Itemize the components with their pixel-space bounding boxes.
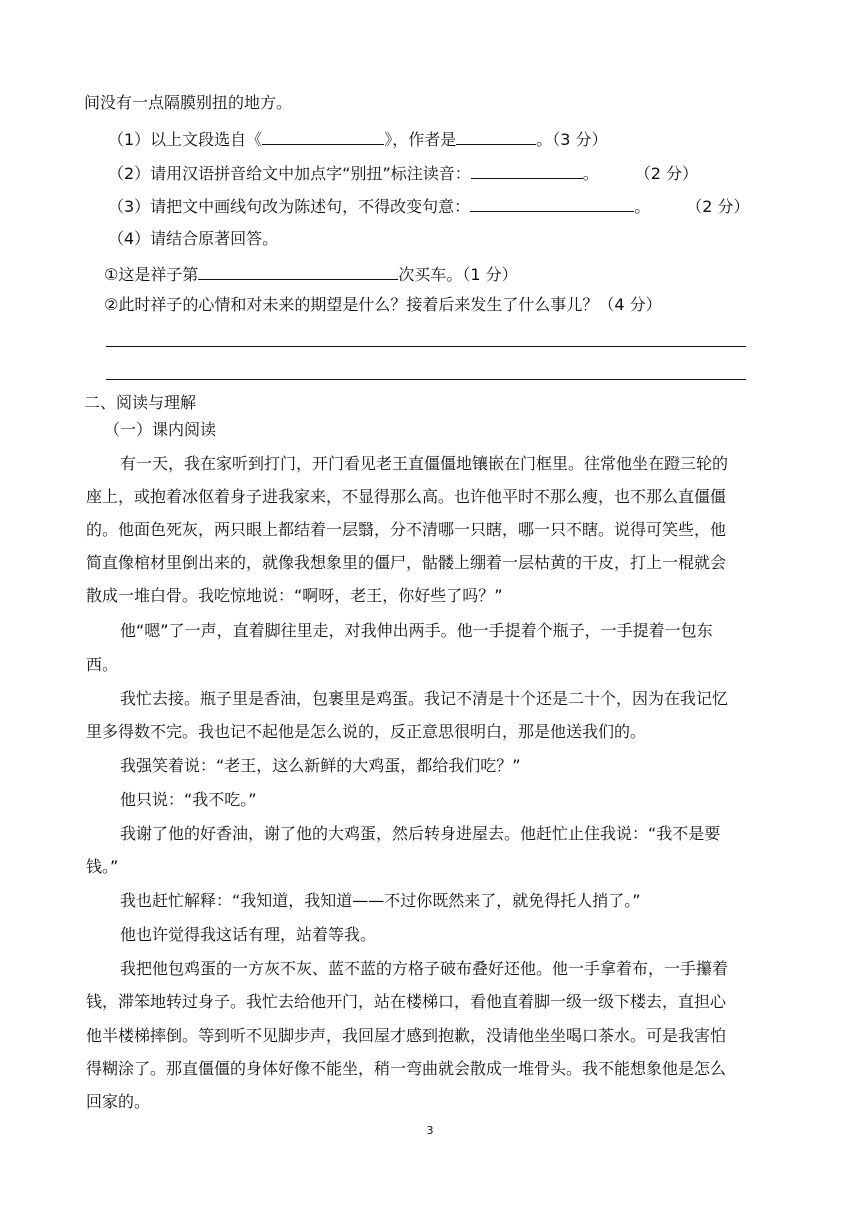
passage-line: 我忙去接。瓶子里是香油，包裹里是鸡蛋。我记不清是十个还是二十个，因为在我记忆 <box>120 689 729 708</box>
passage-line: 的。他面色死灰，两只眼上都结着一层翳，分不清哪一只瞎，哪一只不瞎。说得可笑些，他 <box>86 520 727 539</box>
q1-prefix: （1）以上文段选自《 <box>108 130 263 149</box>
section-subheading: （一）课内阅读 <box>104 420 217 439</box>
q2-text: （2）请用汉语拼音给文中加点字“别扭”标注读音： <box>108 164 471 183</box>
passage-line: 钱。” <box>86 857 119 876</box>
answer-line-1[interactable] <box>106 346 746 347</box>
passage-line: 简直像棺材里倒出来的，就像我想象里的僵尸，骷髅上绷着一层枯黄的干皮，打上一棍就会 <box>86 553 727 572</box>
passage-line: 他只说：“我不吃。” <box>120 790 257 809</box>
q2-score: （2 分） <box>634 164 699 183</box>
q4a-suffix: 次买车。（1 分） <box>398 265 518 284</box>
q1-author-blank[interactable] <box>456 126 536 145</box>
passage-line: 他也许觉得我这话有理，站着等我。 <box>120 925 377 944</box>
passage-line: 我把他包鸡蛋的一方灰不灰、蓝不蓝的方格子破布叠好还他。他一手拿着布，一手攥着 <box>120 959 729 978</box>
question-2 <box>108 160 698 185</box>
passage-line: 我强笑着说：“老王，这么新鲜的大鸡蛋，都给我们吃？” <box>120 756 521 775</box>
q2-end: 。 <box>582 164 599 183</box>
passage-line: 座上，或抱着冰伛着身子进我家来，不显得那么高。也许他平时不那么瘦，也不那么直僵僵 <box>86 487 727 506</box>
passage-line: 里多得数不完。我也记不起他是怎么说的，反正意思很明白，那是他送我们的。 <box>86 722 647 741</box>
passage-line: 有一天，我在家听到打门，开门看见老王直僵僵地镶嵌在门框里。往常他坐在蹬三轮的 <box>120 454 729 473</box>
question-4a <box>104 261 518 286</box>
q1-suffix: 。（3 分） <box>536 130 608 149</box>
answer-line-2[interactable] <box>106 379 746 380</box>
section-heading: 二、阅读与理解 <box>84 393 197 412</box>
q3-end: 。 <box>634 197 651 216</box>
q4a-answer-blank[interactable] <box>198 261 398 280</box>
passage-line: 得糊涂了。那直僵僵的身体好像不能坐，稍一弯曲就会散成一堆骨头。我不能想象他是怎么 <box>86 1059 727 1078</box>
q3-score: （2 分） <box>686 197 750 216</box>
page-number: 3 <box>426 1124 434 1137</box>
question-1 <box>108 126 607 151</box>
continued-line: 间没有一点隔膜别扭的地方。 <box>84 93 293 112</box>
q2-pinyin-blank[interactable] <box>471 160 583 179</box>
question-3 <box>108 193 749 218</box>
q1-book-blank[interactable] <box>262 126 384 145</box>
passage-line: 他半楼梯摔倒。等到听不见脚步声，我回屋才感到抱歉，没请他坐坐喝口茶水。可是我害怕 <box>86 1026 727 1045</box>
q3-answer-blank[interactable] <box>470 193 634 212</box>
q1-mid: 》，作者是 <box>384 130 457 149</box>
passage-line: 西。 <box>86 655 119 674</box>
passage-line: 他“嗯”了一声，直着脚往里走，对我伸出两手。他一手提着个瓶子，一手提着一包东 <box>120 621 713 640</box>
question-4b: ②此时祥子的心情和对未来的期望是什么？接着后来发生了什么事儿？（4 分） <box>104 295 662 314</box>
q3-text: （3）请把文中画线句改为陈述句，不得改变句意： <box>108 197 471 216</box>
passage-line: 钱，滞笨地转过身子。我忙去给他开门，站在楼梯口，看他直着脚一级一级下楼去，直担心 <box>86 992 727 1011</box>
passage-line: 回家的。 <box>86 1092 151 1111</box>
q4a-prefix: ①这是祥子第 <box>104 265 199 284</box>
passage-line: 我谢了他的好香油，谢了他的大鸡蛋，然后转身进屋去。他赶忙止住我说：“我不是要 <box>120 824 721 843</box>
passage-line: 我也赶忙解释：“我知道，我知道——不过你既然来了，就免得托人捎了。” <box>120 891 641 910</box>
passage-line: 散成一堆白骨。我吃惊地说：“啊呀，老王，你好些了吗？” <box>86 586 503 605</box>
question-4: （4）请结合原著回答。 <box>108 229 279 248</box>
